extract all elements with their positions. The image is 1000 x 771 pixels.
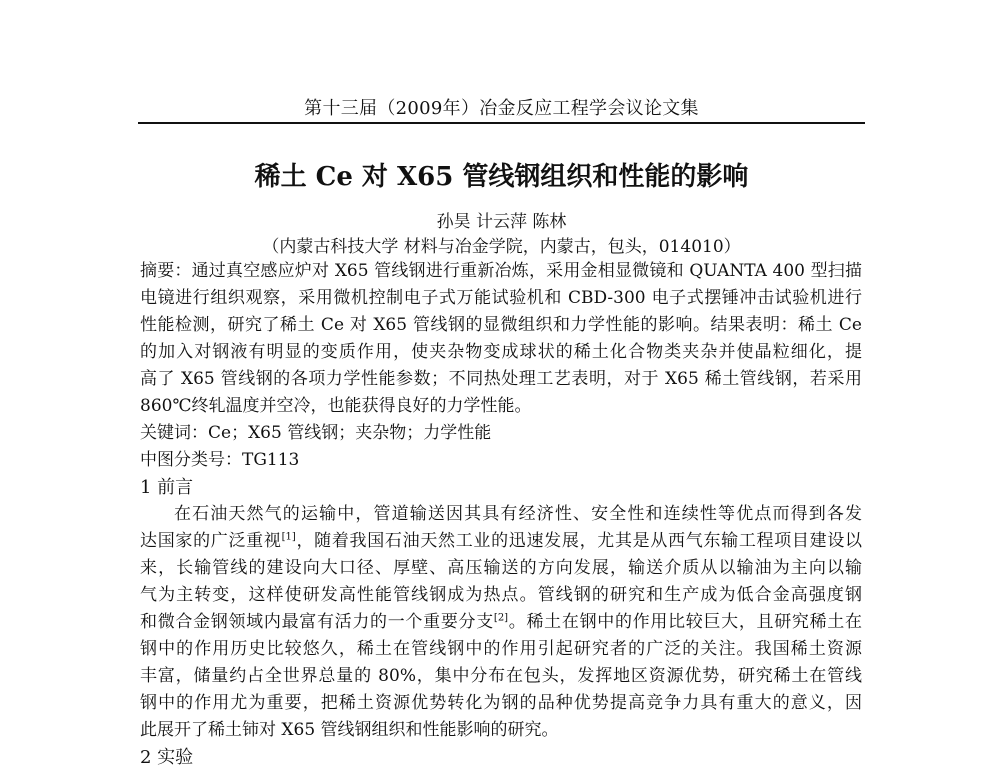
classification-label: 中图分类号： — [140, 450, 242, 470]
intro-line-2: 达国家的广泛重视[1]，随着我国石油天然工业的迅速发展，尤其是从西气东输工程项目建设以 — [140, 531, 863, 551]
keywords — [140, 420, 862, 447]
abstract-line-5: 高了 X65 管线钢的各项力学性能参数；不同热处理工艺表明，对于 X65 稀土管线钢，若采用 — [140, 369, 862, 389]
classification — [140, 447, 862, 474]
section-heading-intro: 1 前言 — [140, 477, 194, 498]
intro-line-1: 在石油天然气的运输中，管道输送因其具有经济性、安全性和连续性等优点而得到各发 — [174, 504, 862, 524]
abstract-line-6: 860℃终轧温度并空冷，也能获得良好的力学性能。 — [140, 396, 532, 416]
keywords-text: Ce；X65 管线钢；夹杂物；力学性能 — [208, 423, 492, 443]
intro-line-7: 丰富，储量约占全世界总量的 80%，集中分布在包头，发挥地区资源优势，研究稀土在管线 — [140, 666, 862, 686]
classification-text: TG113 — [242, 450, 300, 470]
section-heading-experiment: 2 实验 — [140, 747, 194, 768]
abstract-line-1: 摘要：通过真空感应炉对 X65 管线钢进行重新冶炼，采用金相显微镜和 QUANTA 400 型扫描 — [140, 261, 863, 281]
intro-line-6: 钢中的作用历史比较悠久，稀土在管线钢中的作用引起研究者的广泛的关注。我国稀土资源 — [140, 639, 862, 659]
abstract-line-3: 性能检测，研究了稀土 Ce 对 X65 管线钢的显微组织和力学性能的影响。结果表明：稀土 Ce — [140, 315, 862, 335]
citation-1: [1] — [281, 531, 296, 543]
header-rule — [138, 122, 865, 124]
paper-body — [140, 258, 862, 771]
intro-line-5: 和微合金钢领域内最富有活力的一个重要分支[2]。稀土在钢中的作用比较巨大，且研究稀土在 — [140, 612, 863, 632]
paper-title: 稀土 Ce 对 X65 管线钢组织和性能的影响 — [254, 162, 749, 192]
intro-line-9: 此展开了稀土铈对 X65 管线钢组织和性能影响的研究。 — [140, 720, 559, 740]
intro-line-3: 来，长输管线的建设向大口径、厚壁、高压输送的方向发展，输送介质从以输油为主向以输 — [140, 558, 862, 578]
affiliation: （内蒙古科技大学 材料与冶金学院，内蒙古，包头，014010） — [262, 237, 741, 257]
citation-2: [2] — [493, 612, 509, 624]
abstract-line-4: 的加入对钢液有明显的变质作用，使夹杂物变成球状的稀土化合物类夹杂并使晶粒细化，提 — [140, 342, 862, 362]
abstract-label: 摘要： — [140, 261, 192, 281]
authors: 孙昊 计云萍 陈林 — [436, 212, 567, 232]
keywords-label: 关键词： — [140, 423, 208, 443]
intro-line-4: 气为主转变，这样使研发高性能管线钢成为热点。管线钢的研究和生产成为低合金高强度钢 — [140, 585, 862, 605]
intro-line-8: 钢中的作用尤为重要，把稀土资源优势转化为钢的品种优势提高竞争力具有重大的意义，因 — [140, 693, 862, 713]
abstract-line-2: 电镜进行组织观察，采用微机控制电子式万能试验机和 CBD-300 电子式摆锤冲击试验机进行 — [140, 288, 862, 308]
running-header: 第十三届（2009年）冶金反应工程学会议论文集 — [304, 98, 699, 119]
